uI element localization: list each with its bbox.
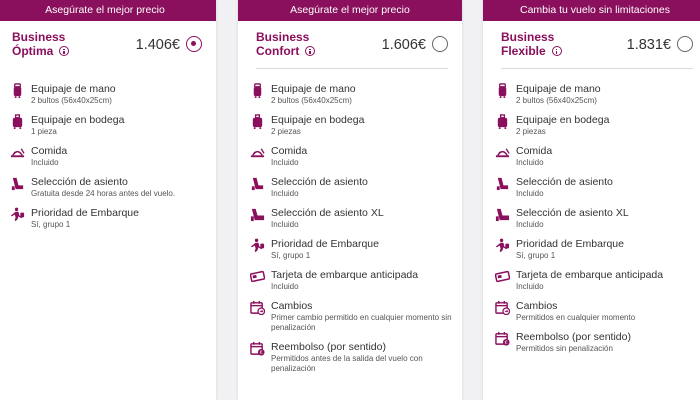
hand-luggage-icon: [495, 83, 510, 98]
feature-item: Selección de asiento Gratuita desde 24 horas antes del vuelo.: [10, 176, 216, 207]
feature-item: Equipaje en bodega 2 piezas: [495, 114, 700, 145]
fare-price: 1.406€: [135, 37, 180, 53]
info-icon[interactable]: [552, 46, 562, 56]
fare-name: Business Óptima: [12, 30, 69, 58]
fare-banner: Asegúrate el mejor precio: [0, 0, 216, 21]
feature-item: Tarjeta de embarque anticipada Incluido: [250, 269, 462, 300]
feature-item: Selección de asiento Incluido: [495, 176, 700, 207]
fare-card-business-confort[interactable]: [238, 0, 462, 400]
priority-boarding-icon: [250, 238, 265, 253]
feature-item: Equipaje de mano 2 bultos (56x40x25cm): [10, 83, 216, 114]
meal-icon: [250, 145, 265, 160]
hold-luggage-icon: [495, 114, 510, 129]
info-icon[interactable]: [59, 46, 69, 56]
fare-card-business-optima[interactable]: [0, 0, 216, 400]
seat-xl-icon: [495, 207, 510, 222]
hold-luggage-icon: [250, 114, 265, 129]
fare-header[interactable]: [256, 21, 448, 69]
meal-icon: [10, 145, 25, 160]
fare-name: Business Flexible: [501, 30, 562, 58]
feature-item: Equipaje de mano 2 bultos (56x40x25cm): [250, 83, 462, 114]
meal-icon: [495, 145, 510, 160]
refund-icon: [250, 341, 265, 356]
feature-list: [0, 69, 216, 238]
info-icon[interactable]: [305, 46, 315, 56]
feature-item: Prioridad de Embarque Sí, grupo 1: [495, 238, 700, 269]
svg-text:€: €: [504, 341, 508, 346]
hand-luggage-icon: [10, 83, 25, 98]
feature-item: Cambios Primer cambio permitido en cualquier momento sin penalización: [250, 300, 462, 341]
hand-luggage-icon: [250, 83, 265, 98]
feature-item: Selección de asiento Incluido: [250, 176, 462, 207]
fare-name: Business Confort: [256, 30, 315, 58]
fare-price: 1.831€: [626, 37, 671, 53]
hold-luggage-icon: [10, 114, 25, 129]
feature-item: Equipaje de mano 2 bultos (56x40x25cm): [495, 83, 700, 114]
fare-card-business-flexible[interactable]: [483, 0, 700, 400]
seat-xl-icon: [250, 207, 265, 222]
feature-item: Comida Incluido: [495, 145, 700, 176]
feature-item: Comida Incluido: [10, 145, 216, 176]
feature-item: Prioridad de Embarque Sí, grupo 1: [250, 238, 462, 269]
feature-item: Prioridad de Embarque Sí, grupo 1: [10, 207, 216, 238]
feature-item: Selección de asiento XL Incluido: [495, 207, 700, 238]
seat-icon: [10, 176, 25, 191]
priority-boarding-icon: [495, 238, 510, 253]
feature-item: Comida Incluido: [250, 145, 462, 176]
feature-item: Cambios Permitidos en cualquier momento: [495, 300, 700, 331]
fare-banner: Cambia tu vuelo sin limitaciones: [483, 0, 700, 21]
fare-radio-button[interactable]: [432, 36, 448, 52]
changes-icon: [495, 300, 510, 315]
refund-icon: [495, 331, 510, 346]
feature-item: Equipaje en bodega 2 piezas: [250, 114, 462, 145]
fare-header[interactable]: [12, 21, 202, 69]
boarding-pass-icon: [250, 269, 265, 284]
feature-item: Equipaje en bodega 1 pieza: [10, 114, 216, 145]
fare-banner: Asegúrate el mejor precio: [238, 0, 462, 21]
feature-item: € Reembolso (por sentido) Permitidos antes de la salida del vuelo con penalización: [250, 341, 462, 382]
boarding-pass-icon: [495, 269, 510, 284]
svg-text:€: €: [259, 351, 263, 356]
feature-item: Selección de asiento XL Incluido: [250, 207, 462, 238]
fare-price: 1.606€: [381, 37, 426, 53]
priority-boarding-icon: [10, 207, 25, 222]
feature-item: Tarjeta de embarque anticipada Incluido: [495, 269, 700, 300]
feature-list: [483, 69, 700, 362]
fare-radio-button[interactable]: [677, 36, 693, 52]
changes-icon: [250, 300, 265, 315]
seat-icon: [250, 176, 265, 191]
seat-icon: [495, 176, 510, 191]
fare-radio-button[interactable]: [186, 36, 202, 52]
fare-header[interactable]: [501, 21, 693, 69]
feature-item: € Reembolso (por sentido) Permitidos sin penalización: [495, 331, 700, 362]
feature-list: [238, 69, 462, 382]
